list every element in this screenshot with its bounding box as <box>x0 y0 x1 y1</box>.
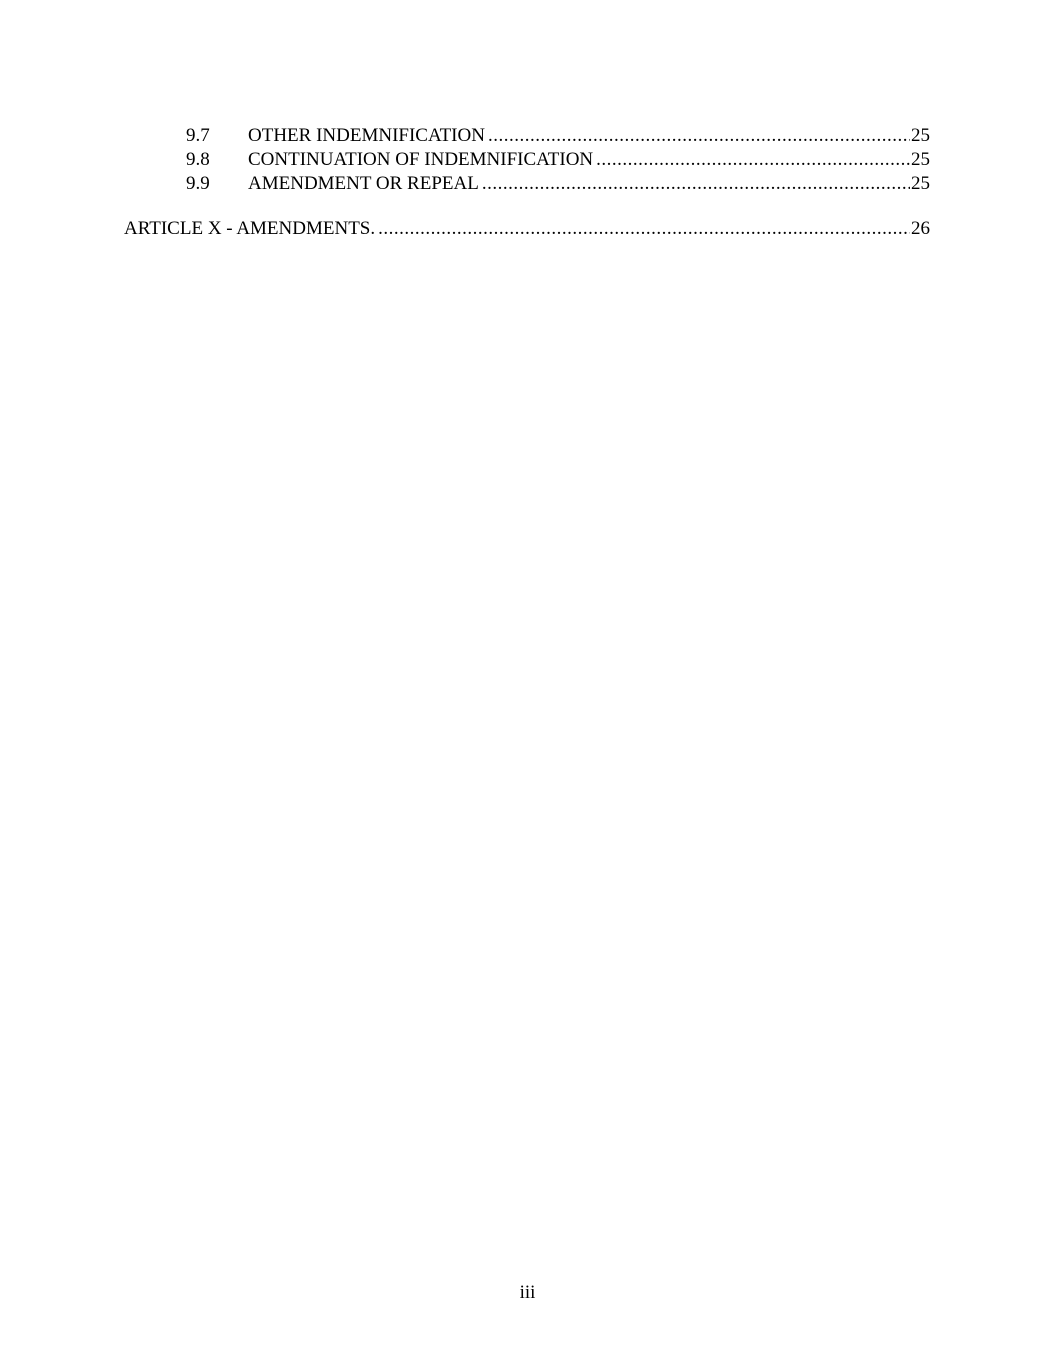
toc-entry-9-7 <box>186 124 930 148</box>
toc-entry-page: 25 <box>911 125 930 146</box>
toc-article-title: ARTICLE X - AMENDMENTS. <box>124 218 376 239</box>
toc-entry-page: 25 <box>911 173 930 194</box>
toc-entry-number: 9.9 <box>186 173 210 194</box>
toc-entry-9-9 <box>186 172 930 196</box>
table-of-contents <box>0 0 1055 260</box>
dot-leader <box>378 217 910 241</box>
dot-leader <box>482 172 910 196</box>
toc-entry-9-8 <box>186 148 930 172</box>
page-number: iii <box>519 1282 536 1303</box>
toc-entry-title: AMENDMENT OR REPEAL <box>248 173 479 194</box>
toc-entry-page: 25 <box>911 149 930 170</box>
toc-entry-title: OTHER INDEMNIFICATION <box>248 125 485 146</box>
toc-article-page: 26 <box>911 218 930 239</box>
toc-entry-number: 9.8 <box>186 149 210 170</box>
dot-leader <box>488 124 910 148</box>
toc-entry-title: CONTINUATION OF INDEMNIFICATION <box>248 149 594 170</box>
toc-entry-number: 9.7 <box>186 125 210 146</box>
dot-leader <box>596 148 910 172</box>
toc-article-x <box>124 217 930 241</box>
